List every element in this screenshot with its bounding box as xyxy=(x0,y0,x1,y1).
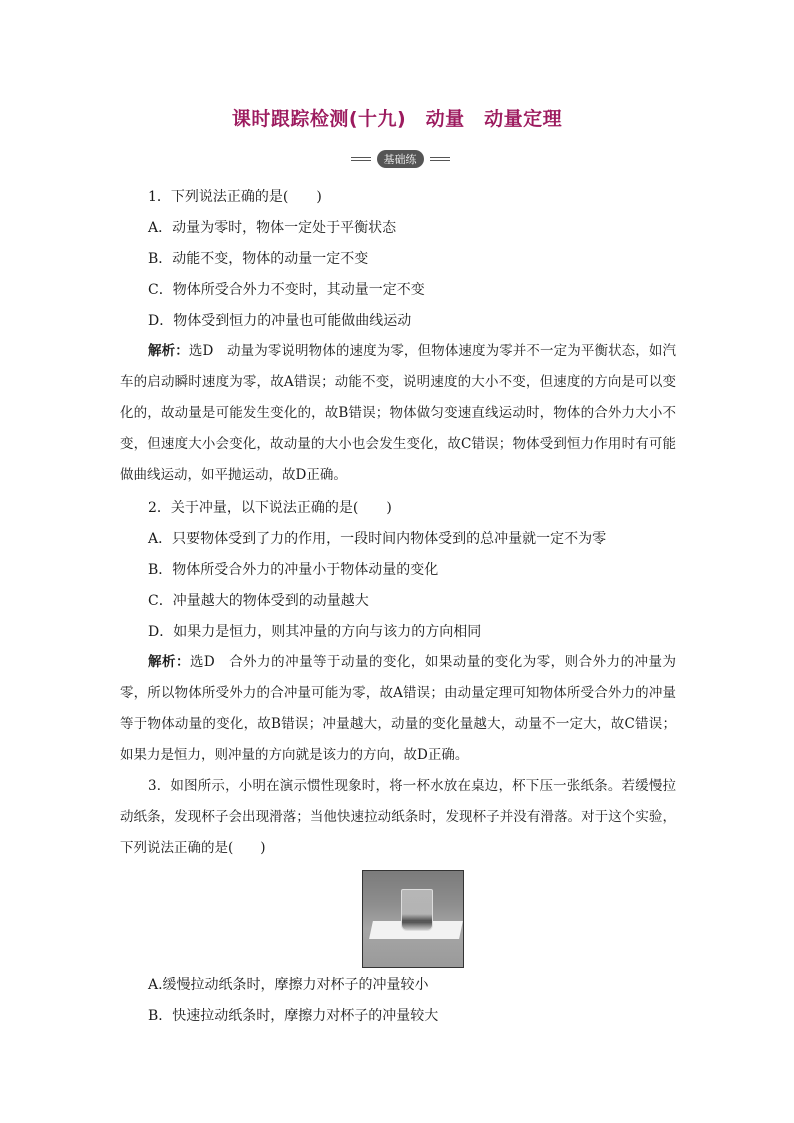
q1-option-b: B．动能不变，物体的动量一定不变 xyxy=(148,251,369,267)
q2-analysis-label: 解析： xyxy=(148,654,190,670)
section-tag xyxy=(340,148,460,170)
q3-option-b: B．快速拉动纸条时，摩擦力对杯子的冲量较大 xyxy=(148,1008,439,1024)
page-title: 课时跟踪检测(十九) 动量 动量定理 xyxy=(231,108,563,130)
q2-option-a: A．只要物体受到了力的作用，一段时间内物体受到的总冲量就一定不为零 xyxy=(148,531,607,547)
q1-stem: 1．下列说法正确的是( ) xyxy=(148,189,322,205)
q1-option-c: C．物体所受合外力不变时，其动量一定不变 xyxy=(148,282,425,298)
q2-analysis xyxy=(120,647,676,771)
glass-cup xyxy=(401,889,433,931)
q3-stem: 3．如图所示，小明在演示惯性现象时，将一杯水放在桌边，杯下压一张纸条。若缓慢拉动纸条，发现杯子会出现滑落；当他快速拉动纸条时，发现杯子并没有滑落。对于这个实验，下列说法正确的是( ) xyxy=(120,778,676,856)
q1-analysis-text: 选D 动量为零说明物体的速度为零，但物体速度为零并不一定为平衡状态，如汽车的启动瞬时速度为零，故A错误；动能不变，说明速度的大小不变，但速度的方向是可以变化的，故动量是可能发生变化的，故B错误；物体做匀变速直线运动时，物体的合外力大小不变，但速度大小会变化，故动量的大小也会发生变化，故C错误；物体受到恒力作用时有可能做曲线运动，如平抛运动，故D正确。 xyxy=(120,343,677,483)
q2-stem: 2．关于冲量，以下说法正确的是( ) xyxy=(148,500,392,516)
q2-option-d: D．如果力是恒力，则其冲量的方向与该力的方向相同 xyxy=(148,624,482,640)
cup-on-paper-photo xyxy=(362,870,464,968)
q2-option-b: B．物体所受合外力的冲量小于物体动量的变化 xyxy=(148,562,439,578)
section-badge: 基础练 xyxy=(377,150,424,168)
divider-right xyxy=(430,157,450,161)
divider-left xyxy=(351,157,371,161)
q1-option-d: D．物体受到恒力的冲量也可能做曲线运动 xyxy=(148,313,412,329)
q3-option-a: A.缓慢拉动纸条时，摩擦力对杯子的冲量较小 xyxy=(148,977,429,993)
q1-analysis xyxy=(120,336,676,491)
q1-analysis-label: 解析： xyxy=(148,343,189,359)
q1-option-a: A．动量为零时，物体一定处于平衡状态 xyxy=(148,220,397,236)
q2-analysis-text: 选D 合外力的冲量等于动量的变化，如果动量的变化为零，则合外力的冲量为零，所以物体所受外力的合冲量可能为零，故A错误；由动量定理可知物体所受合外力的冲量等于物体动量的变化，故B错误；冲量越大，动量的变化量越大，动量不一定大，故C错误；如果力是恒力，则冲量的方向就是该力的方向，故D正确。 xyxy=(120,654,676,763)
q2-option-c: C．冲量越大的物体受到的动量越大 xyxy=(148,593,369,609)
